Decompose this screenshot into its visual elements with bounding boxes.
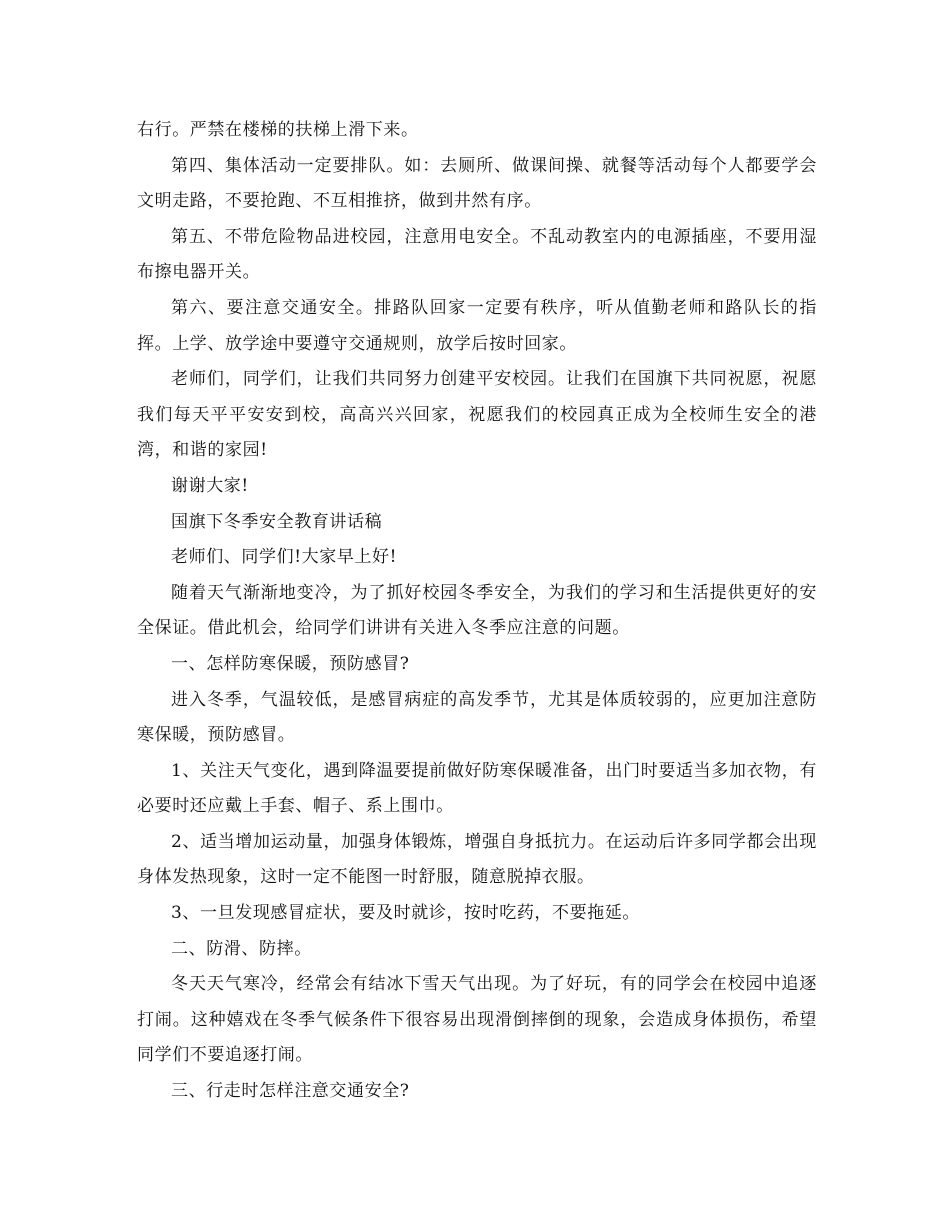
paragraph: 随着天气渐渐地变冷，为了抓好校园冬季安全，为我们的学习和生活提供更好的安全保证。借此机会，给同学们讲讲有关进入冬季应注意的问题。: [137, 582, 817, 639]
document-body: [137, 113, 817, 1110]
paragraph: 老师们、同学们!大家早上好!: [171, 547, 398, 568]
paragraph: 谢谢大家!: [171, 475, 249, 496]
list-item: 2、适当增加运动量，加强身体锻炼，增强自身抵抗力。在运动后许多同学都会出现身体发热现象，这时一定不能图一时舒服，随意脱掉衣服。: [137, 831, 817, 888]
paragraph: 老师们，同学们，让我们共同努力创建平安校园。让我们在国旗下共同祝愿，祝愿我们每天平平安安到校，高高兴兴回家，祝愿我们的校园真正成为全校师生安全的港湾，和谐的家园!: [137, 369, 817, 461]
list-item: 3、一旦发现感冒症状，要及时就诊，按时吃药，不要拖延。: [171, 903, 641, 924]
paragraph: 右行。严禁在楼梯的扶梯上滑下来。: [137, 120, 419, 140]
section-title: 国旗下冬季安全教育讲话稿: [171, 511, 383, 532]
paragraph: 第五、不带危险物品进校园，注意用电安全。不乱动教室内的电源插座，不要用湿布擦电器开关。: [137, 226, 817, 283]
section-heading: 二、防滑、防摔。: [171, 938, 312, 959]
paragraph: 第六、要注意交通安全。排路队回家一定要有秩序，听从值勤老师和路队长的指挥。上学、放学途中要遵守交通规则，放学后按时回家。: [137, 297, 817, 354]
section-heading: 三、行走时怎样注意交通安全?: [171, 1081, 410, 1102]
paragraph: 进入冬季，气温较低，是感冒病症的高发季节，尤其是体质较弱的，应更加注意防寒保暖，预防感冒。: [137, 689, 817, 746]
paragraph: 第四、集体活动一定要排队。如：去厕所、做课间操、就餐等活动每个人都要学会文明走路，不要抢跑、不互相推挤，做到井然有序。: [137, 155, 817, 212]
section-heading: 一、怎样防寒保暖，预防感冒?: [171, 653, 410, 674]
list-item: 1、关注天气变化，遇到降温要提前做好防寒保暖准备，出门时要适当多加衣物，有必要时还应戴上手套、帽子、系上围巾。: [137, 760, 817, 817]
paragraph: 冬天天气寒冷，经常会有结冰下雪天气出现。为了好玩，有的同学会在校园中追逐打闹。这种嬉戏在冬季气候条件下很容易出现滑倒摔倒的现象，会造成身体损伤，希望同学们不要追逐打闹。: [137, 974, 817, 1066]
